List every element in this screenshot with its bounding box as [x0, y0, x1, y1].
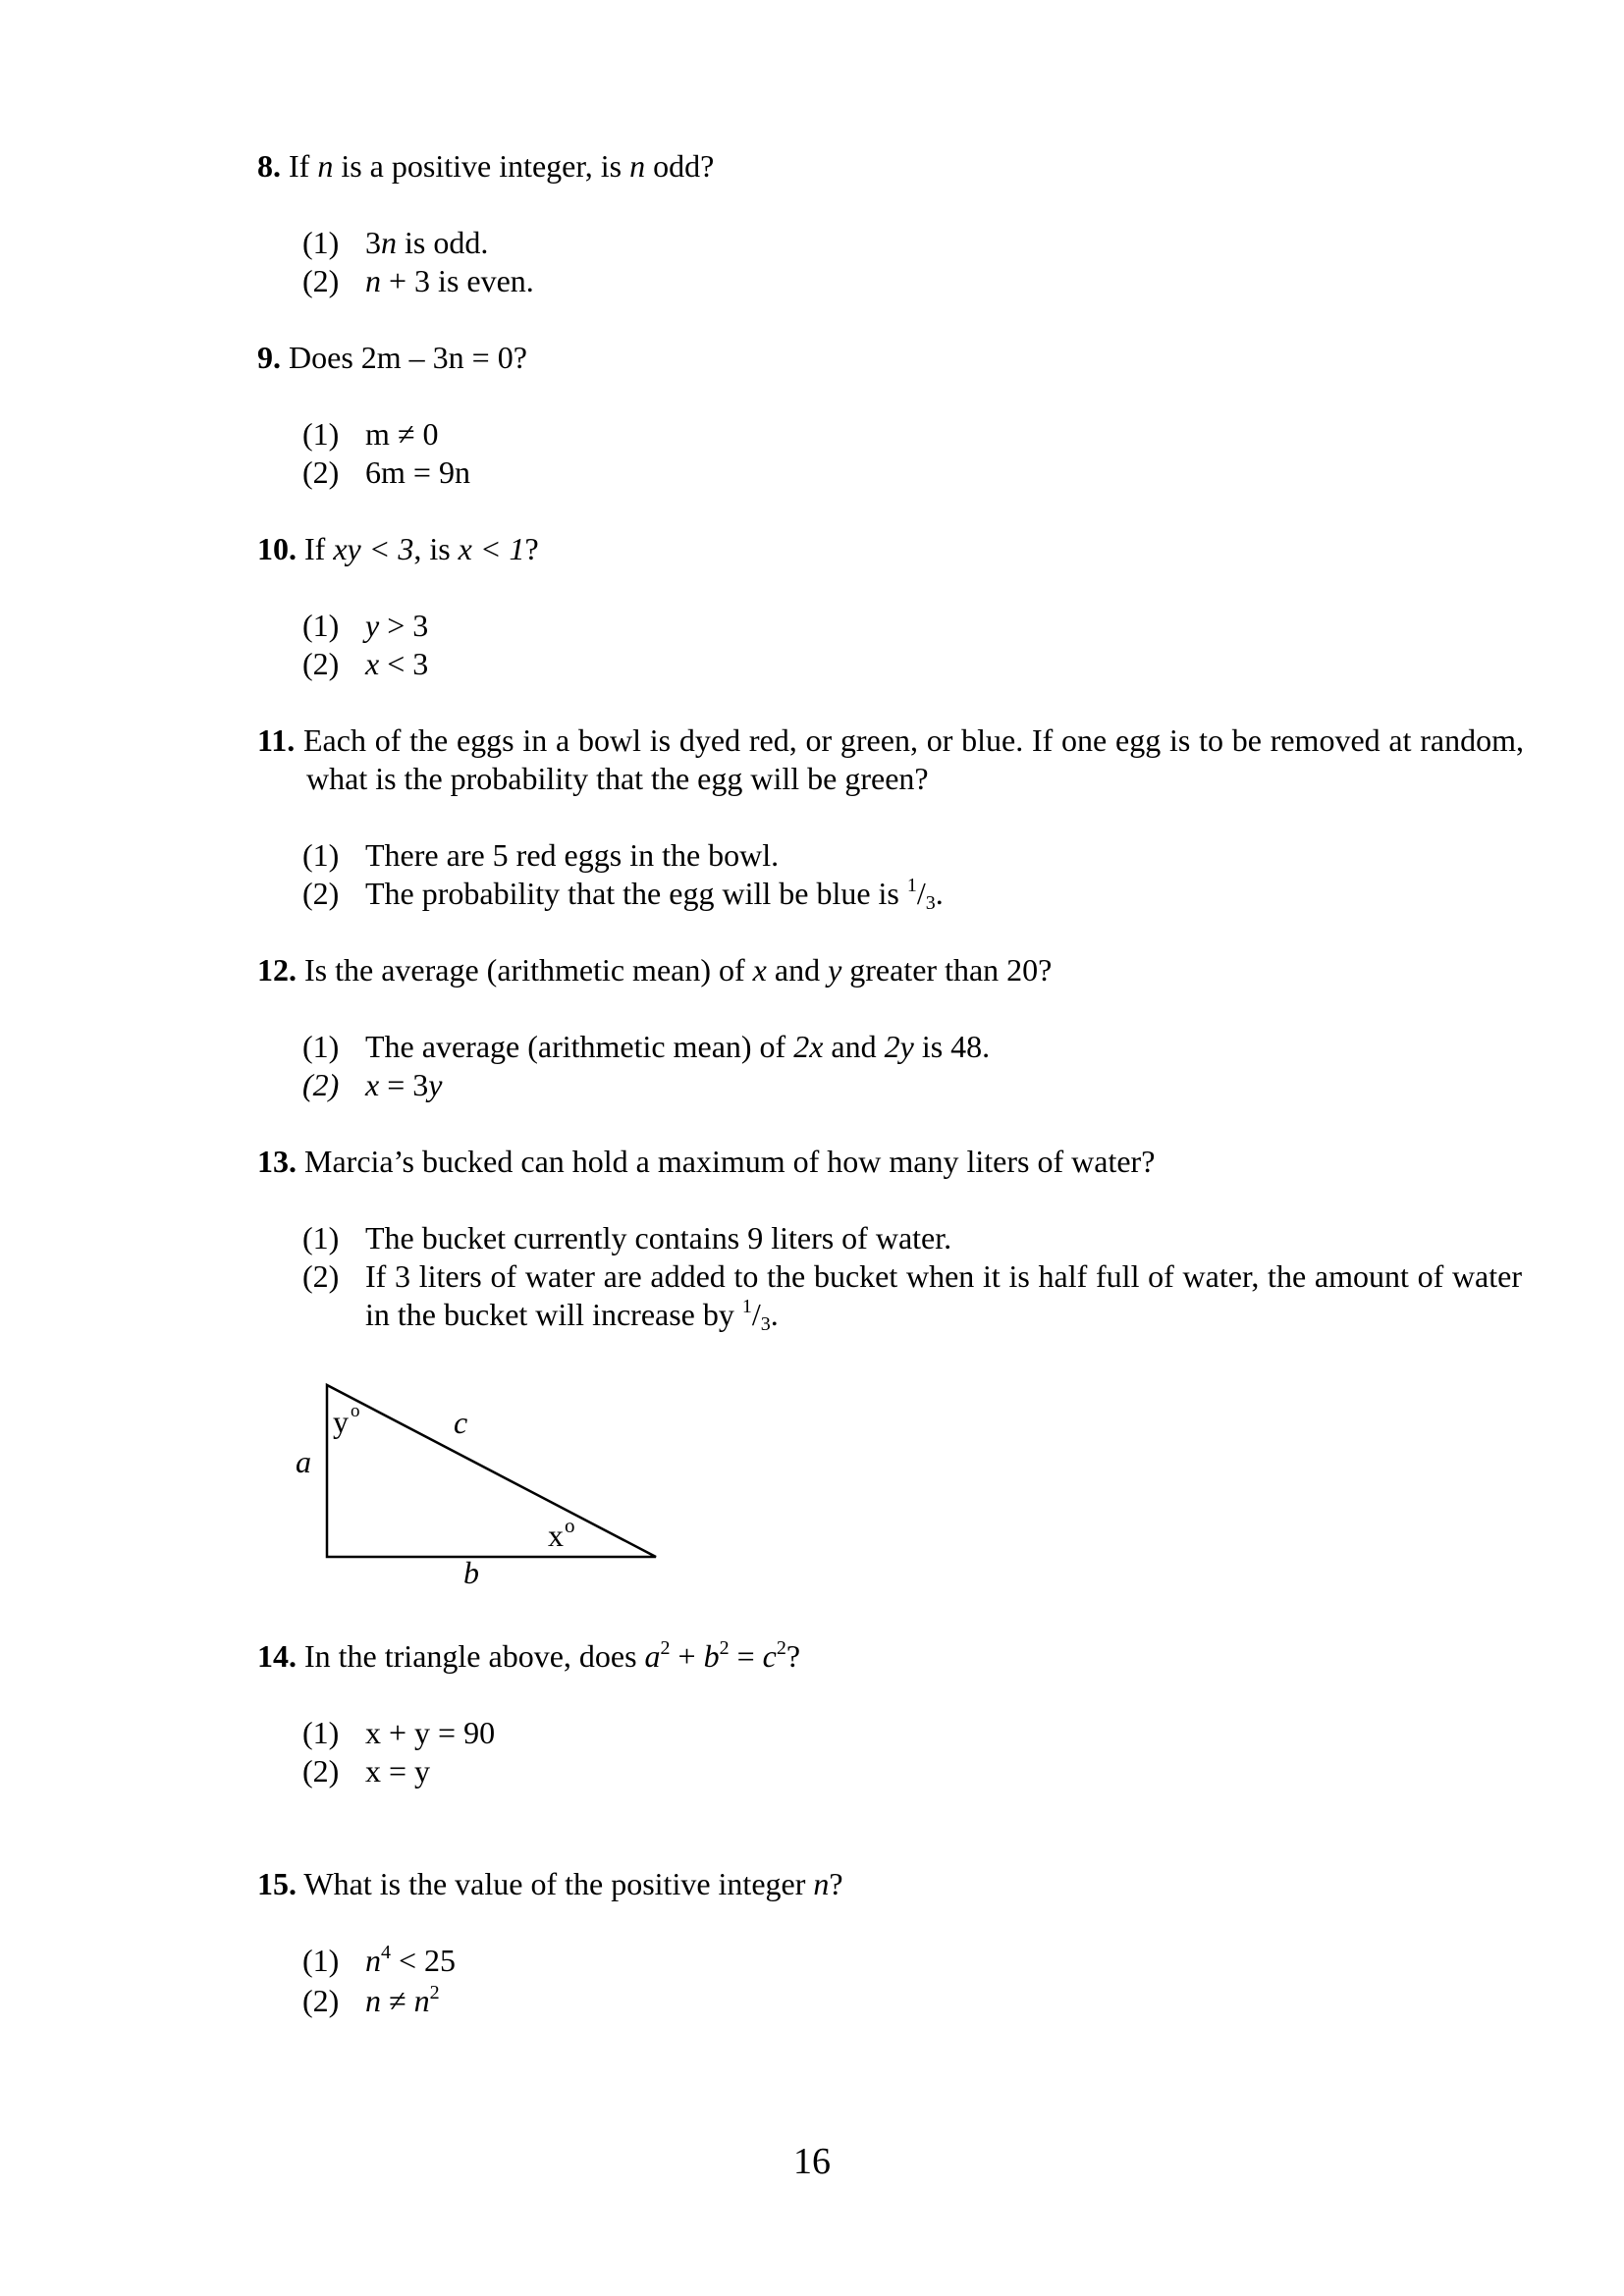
- question-number: 12.: [257, 952, 297, 988]
- option: [302, 836, 1524, 875]
- angle-y-degree: o: [351, 1401, 360, 1421]
- math-variable: y: [365, 608, 380, 643]
- option: [302, 1752, 1524, 1790]
- question-number: 8.: [257, 148, 281, 184]
- question-15: [257, 1865, 1524, 1903]
- question-stem: 12. Is the average (arithmetic mean) of x and y greater than 20?: [257, 952, 1053, 988]
- math-variable: 2x: [793, 1029, 824, 1064]
- option-text: x = 3y: [365, 1067, 443, 1102]
- math-variable: 2y: [884, 1029, 914, 1064]
- option-label: (2): [302, 646, 340, 681]
- option: [302, 875, 1524, 913]
- option-text: If 3 liters of water are added to the bucket when it is half full of water, the amount of water in the bucket will increase by $^1/_3$.: [365, 1258, 1522, 1335]
- option-text: y > 3: [365, 608, 429, 643]
- option-text: There are 5 red eggs in the bowl.: [365, 837, 780, 873]
- question-8: [257, 147, 1524, 186]
- math-variable: xy < 3: [333, 531, 414, 566]
- option-text: The probability that the egg will be blue is $^1/_3$.: [365, 875, 944, 914]
- math-variable: n: [365, 263, 381, 298]
- superscript: 1: [741, 1296, 752, 1317]
- option-label: (2): [302, 454, 340, 490]
- math-variable: x: [365, 1067, 380, 1102]
- option-label: (2): [302, 1753, 340, 1789]
- superscript: 2: [776, 1637, 786, 1659]
- option-label: (2): [302, 1258, 340, 1294]
- question-10: [257, 530, 1524, 568]
- option: [302, 607, 1524, 645]
- option: [302, 1257, 1524, 1334]
- math-variable: n: [317, 148, 334, 184]
- option-text: m ≠ 0: [365, 416, 439, 452]
- math-variable: n: [381, 225, 397, 260]
- question-number: 15.: [257, 1866, 297, 1901]
- question-number: 13.: [257, 1144, 297, 1179]
- side-b-label: b: [463, 1555, 479, 1590]
- option: [302, 1714, 1524, 1752]
- math-variable: n: [365, 1983, 381, 2018]
- option-text: $n^4 < 25$: [365, 1942, 457, 1978]
- question-number: 9.: [257, 340, 281, 375]
- option-text: 6m = 9n: [365, 454, 470, 490]
- subscript: 3: [925, 892, 936, 914]
- page-number: 16: [793, 2141, 831, 2182]
- option-label: (2): [302, 263, 340, 298]
- option: [302, 1028, 1524, 1066]
- option-label: (1): [302, 1029, 340, 1064]
- option: [302, 415, 1524, 454]
- option-text: x = y: [365, 1753, 431, 1789]
- question-9: [257, 339, 1524, 377]
- subscript: 3: [760, 1313, 771, 1335]
- option-text: n + 3 is even.: [365, 263, 534, 298]
- math-variable: b: [703, 1638, 720, 1674]
- right-triangle-figure: [285, 1369, 677, 1605]
- option: [302, 645, 1524, 683]
- option: [302, 1942, 1524, 1980]
- math-variable: y: [428, 1067, 443, 1102]
- question-11: [257, 721, 1524, 798]
- math-variable: x: [365, 646, 380, 681]
- option-label: (2): [302, 1983, 340, 2018]
- question-number: 11.: [257, 722, 296, 758]
- option-label: (1): [302, 837, 340, 873]
- option-text: 3n is odd.: [365, 225, 489, 260]
- question-13: [257, 1143, 1524, 1181]
- question-12: [257, 951, 1524, 989]
- angle-x-degree: o: [565, 1514, 575, 1537]
- option-label: (2): [302, 1067, 340, 1102]
- math-variable: n: [365, 1943, 381, 1978]
- option-label: (1): [302, 225, 340, 260]
- question-stem: 10. If xy < 3, is x < 1?: [257, 531, 539, 566]
- math-variable: x < 1: [458, 531, 525, 566]
- math-variable: y: [828, 952, 842, 988]
- superscript: 2: [660, 1637, 671, 1659]
- math-variable: n: [629, 148, 646, 184]
- option: [302, 224, 1524, 262]
- superscript: 4: [381, 1942, 391, 1963]
- question-stem: 9. Does 2m – 3n = 0?: [257, 340, 527, 375]
- superscript: 1: [906, 875, 917, 896]
- option-label: (1): [302, 608, 340, 643]
- superscript: 2: [719, 1637, 730, 1659]
- math-variable: a: [644, 1638, 661, 1674]
- option-text: $n \ne n^2$: [365, 1982, 440, 2018]
- option: [302, 1066, 1524, 1104]
- option: [302, 1219, 1524, 1257]
- option: [302, 454, 1524, 492]
- math-variable: n: [413, 1983, 430, 2018]
- question-stem: 14. In the triangle above, does $a^2 + b^2 = c^2$?: [257, 1637, 801, 1674]
- option-text: The average (arithmetic mean) of 2x and 2y is 48.: [365, 1029, 991, 1064]
- option-label: (1): [302, 1715, 340, 1750]
- option-label: (1): [302, 416, 340, 452]
- option-label: (2): [302, 876, 340, 911]
- option-label: (1): [302, 1943, 340, 1978]
- option-text: x < 3: [365, 646, 429, 681]
- question-number: 14.: [257, 1638, 297, 1674]
- math-variable: n: [813, 1866, 830, 1901]
- side-a-label: a: [296, 1444, 311, 1479]
- angle-x-label: x: [548, 1518, 564, 1553]
- math-variable: x: [752, 952, 767, 988]
- question-stem: 8. If n is a positive integer, is n odd?: [257, 148, 715, 184]
- option-label: (1): [302, 1220, 340, 1255]
- option: [302, 1982, 1524, 2020]
- option: [302, 262, 1524, 300]
- math-variable: c: [762, 1638, 777, 1674]
- question-stem: 15. What is the value of the positive integer n?: [257, 1866, 843, 1901]
- superscript: 2: [429, 1982, 440, 2003]
- question-stem: 13. Marcia’s bucked can hold a maximum of how many liters of water?: [257, 1144, 1156, 1179]
- side-c-label: c: [454, 1405, 468, 1440]
- question-14: [257, 1637, 1524, 1676]
- option-text: The bucket currently contains 9 liters of water.: [365, 1220, 952, 1255]
- triangle-outline: [327, 1385, 656, 1557]
- angle-y-label: y: [333, 1404, 349, 1439]
- question-stem: 11. Each of the eggs in a bowl is dyed red, or green, or blue. If one egg is to be removed at random, what is the probability that the egg will be green?: [257, 722, 1525, 796]
- option-text: x + y = 90: [365, 1715, 496, 1750]
- question-number: 10.: [257, 531, 297, 566]
